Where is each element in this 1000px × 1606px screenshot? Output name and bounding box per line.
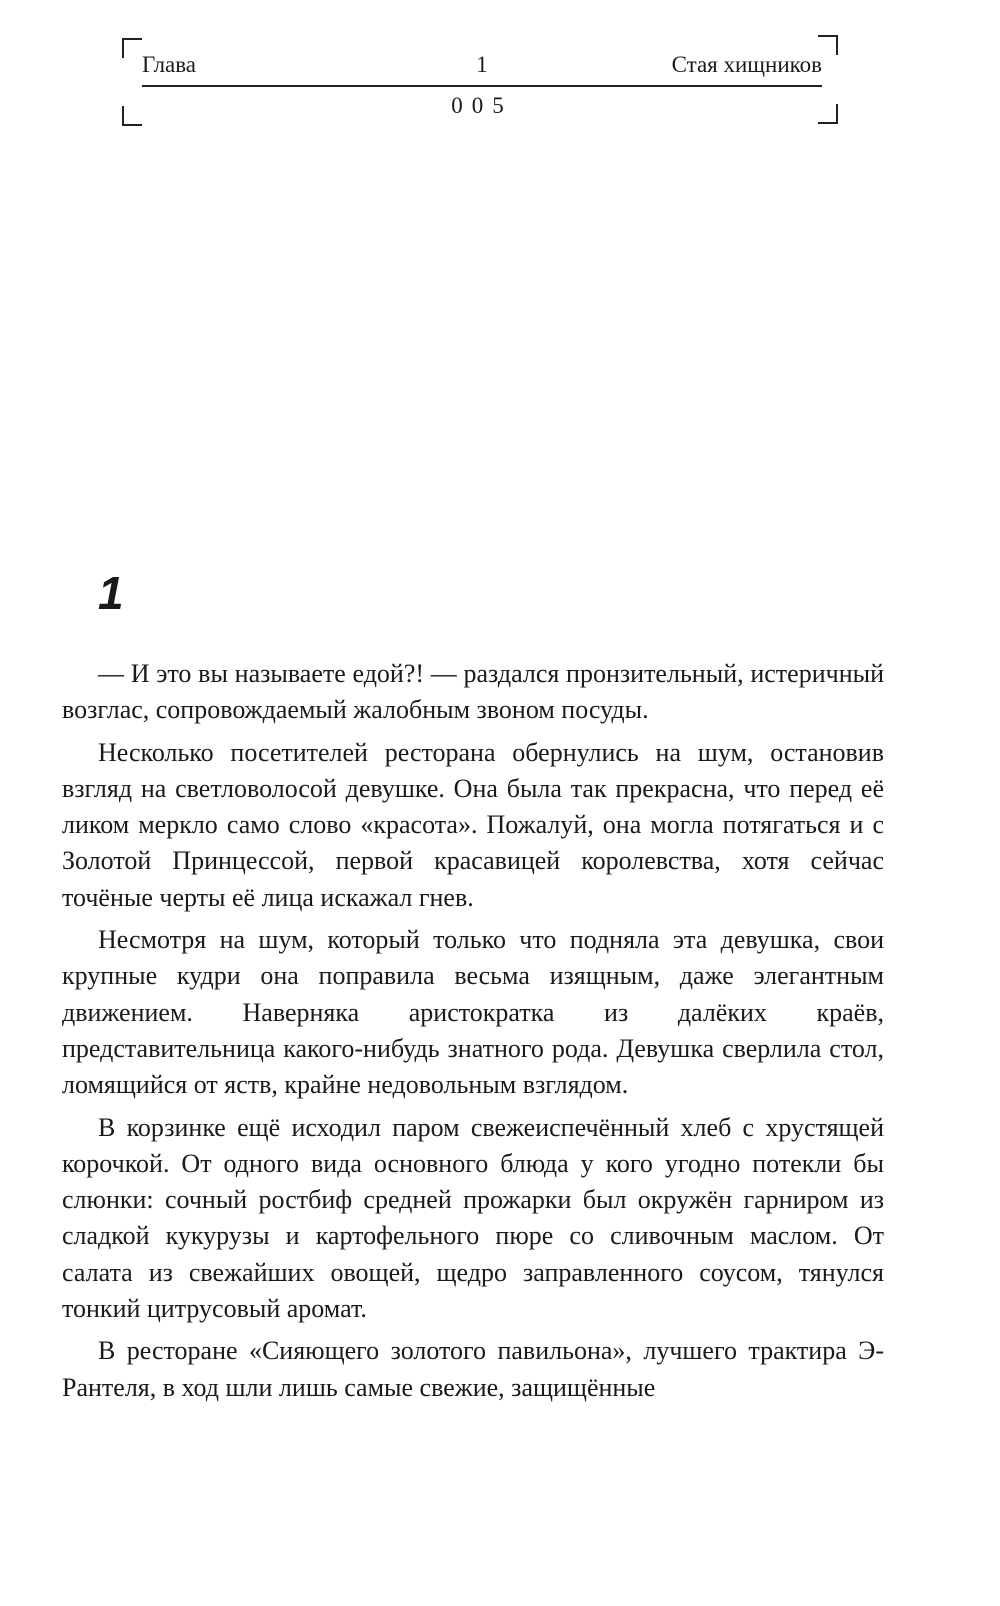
paragraph: — И это вы называете едой?! — раздался пронзительный, истеричный возглас, сопровождаемый жалобным звоном посуды. xyxy=(62,659,884,725)
paragraph: Несколько посетителей ресторана обернулись на шум, остановив взгляд на светловолосой девушке. Она была так прекрасна, что перед её ликом меркло само слово «красота». Пожалуй, она могла потягаться и с Золотой Принцессой, первой красавицей королевства, хотя сейчас точёные черты её лица искажал гнев. xyxy=(62,737,884,912)
page-number: 005 xyxy=(451,93,513,118)
paragraph: Несмотря на шум, который только что подняла эта девушка, свои крупные кудри она поправила весьма изящным, даже элегантным движением. Наверняка аристократка из далёких краёв, представительница какого-нибудь знатного рода. Девушка сверлила стол, ломящийся от яств, крайне недовольным взглядом. xyxy=(62,925,884,1100)
crop-mark-bottom-left xyxy=(122,106,142,126)
crop-mark-top-left xyxy=(122,38,142,58)
chapter-number: 1 xyxy=(98,567,124,619)
body-text xyxy=(62,656,884,1412)
paragraph: В ресторане «Сияющего золотого павильона», лучшего трактира Э-Рантеля, в ход шли лишь самые свежие, защищённые xyxy=(62,1336,884,1402)
paragraph: В корзинке ещё исходил паром свежеиспечённый хлеб с хрустящей корочкой. От одного вида основного блюда у кого угодно потекли бы слюнки: сочный ростбиф средней прожарки был окружён гарниром из сладкой кукурузы и картофельного пюре со сливочным маслом. От салата из свежайших овощей, щедро заправленного соусом, тянулся тонкий цитрусовый аромат. xyxy=(62,1112,884,1324)
header-label: Глава xyxy=(142,52,197,77)
header-chapter-title: Стая хищников xyxy=(671,52,822,77)
header-chapter-number: 1 xyxy=(476,52,488,77)
running-header xyxy=(142,48,822,84)
header-rule xyxy=(142,85,822,87)
